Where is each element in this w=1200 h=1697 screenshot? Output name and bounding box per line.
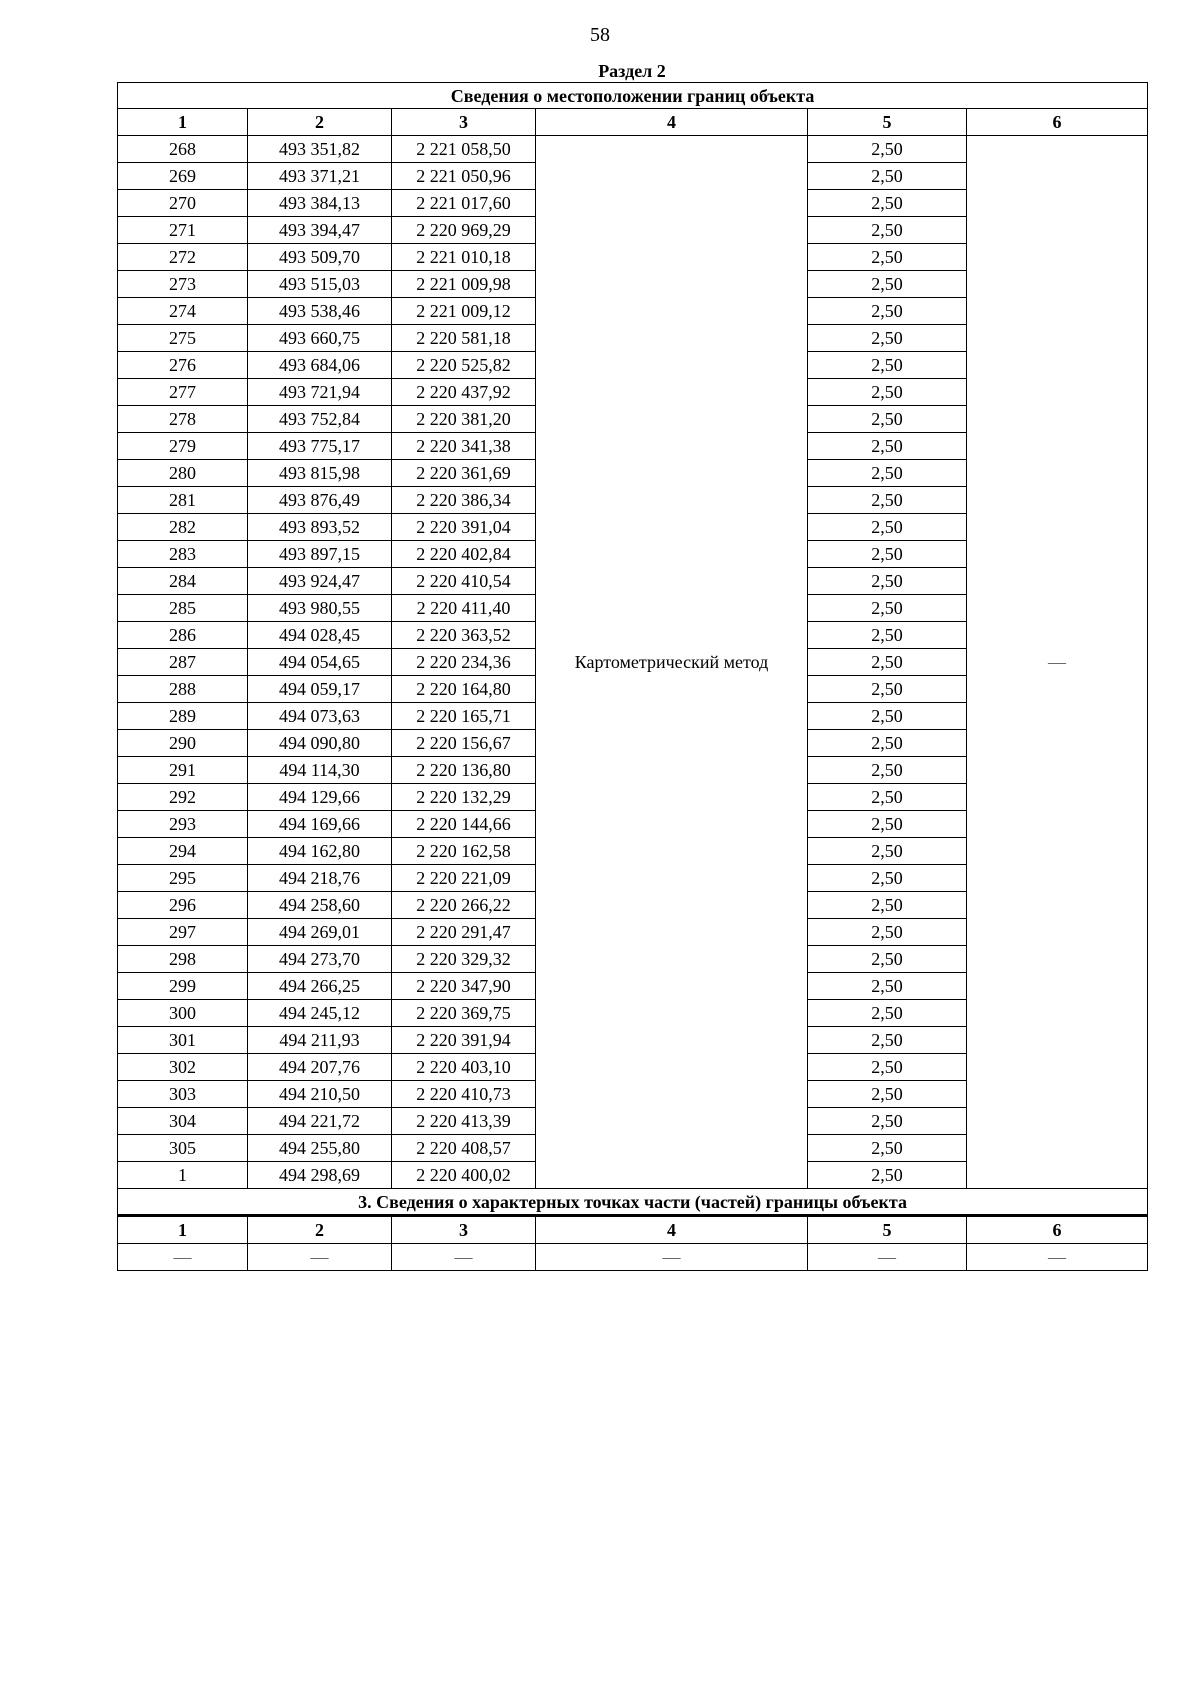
- y-coordinate-cell: 2 220 400,02: [392, 1162, 536, 1189]
- column-header: 1: [118, 109, 248, 136]
- accuracy-cell: 2,50: [808, 1108, 967, 1135]
- y-coordinate-cell: 2 220 402,84: [392, 541, 536, 568]
- y-coordinate-cell: 2 220 291,47: [392, 919, 536, 946]
- accuracy-cell: 2,50: [808, 1081, 967, 1108]
- y-coordinate-cell: 2 220 341,38: [392, 433, 536, 460]
- column-header: 6: [967, 109, 1148, 136]
- accuracy-cell: 2,50: [808, 946, 967, 973]
- y-coordinate-cell: 2 220 391,04: [392, 514, 536, 541]
- y-coordinate-cell: 2 220 969,29: [392, 217, 536, 244]
- point-number-cell: 271: [118, 217, 248, 244]
- section3-column-header: 3: [392, 1216, 536, 1244]
- y-coordinate-cell: 2 221 010,18: [392, 244, 536, 271]
- point-number-cell: 291: [118, 757, 248, 784]
- point-number-cell: 274: [118, 298, 248, 325]
- accuracy-cell: 2,50: [808, 730, 967, 757]
- y-coordinate-cell: 2 220 363,52: [392, 622, 536, 649]
- accuracy-cell: 2,50: [808, 703, 967, 730]
- section3-cell: —: [118, 1244, 248, 1271]
- y-coordinate-cell: 2 220 411,40: [392, 595, 536, 622]
- y-coordinate-cell: 2 220 266,22: [392, 892, 536, 919]
- column-header: 4: [536, 109, 808, 136]
- accuracy-cell: 2,50: [808, 379, 967, 406]
- y-coordinate-cell: 2 220 581,18: [392, 325, 536, 352]
- point-number-cell: 302: [118, 1054, 248, 1081]
- y-coordinate-cell: 2 220 525,82: [392, 352, 536, 379]
- point-number-cell: 294: [118, 838, 248, 865]
- accuracy-cell: 2,50: [808, 784, 967, 811]
- column-header-row: [118, 109, 1148, 136]
- y-coordinate-cell: 2 220 221,09: [392, 865, 536, 892]
- accuracy-cell: 2,50: [808, 1162, 967, 1189]
- accuracy-cell: 2,50: [808, 811, 967, 838]
- point-number-cell: 304: [118, 1108, 248, 1135]
- x-coordinate-cell: 493 876,49: [248, 487, 392, 514]
- x-coordinate-cell: 494 269,01: [248, 919, 392, 946]
- section3-row: [118, 1244, 1148, 1271]
- boundary-table: [117, 82, 1148, 1271]
- accuracy-cell: 2,50: [808, 1054, 967, 1081]
- column-header: 3: [392, 109, 536, 136]
- point-number-cell: 283: [118, 541, 248, 568]
- accuracy-cell: 2,50: [808, 460, 967, 487]
- accuracy-cell: 2,50: [808, 325, 967, 352]
- x-coordinate-cell: 493 384,13: [248, 190, 392, 217]
- x-coordinate-cell: 494 129,66: [248, 784, 392, 811]
- accuracy-cell: 2,50: [808, 973, 967, 1000]
- point-number-cell: 1: [118, 1162, 248, 1189]
- x-coordinate-cell: 493 515,03: [248, 271, 392, 298]
- y-coordinate-cell: 2 220 132,29: [392, 784, 536, 811]
- accuracy-cell: 2,50: [808, 1135, 967, 1162]
- page-number: 58: [590, 24, 610, 46]
- y-coordinate-cell: 2 220 386,34: [392, 487, 536, 514]
- point-number-cell: 280: [118, 460, 248, 487]
- y-coordinate-cell: 2 220 408,57: [392, 1135, 536, 1162]
- y-coordinate-cell: 2 220 234,36: [392, 649, 536, 676]
- point-number-cell: 276: [118, 352, 248, 379]
- column-header: 2: [248, 109, 392, 136]
- accuracy-cell: 2,50: [808, 649, 967, 676]
- x-coordinate-cell: 494 245,12: [248, 1000, 392, 1027]
- point-number-cell: 301: [118, 1027, 248, 1054]
- accuracy-cell: 2,50: [808, 406, 967, 433]
- section3-column-header: 1: [118, 1216, 248, 1244]
- y-coordinate-cell: 2 221 009,98: [392, 271, 536, 298]
- x-coordinate-cell: 494 169,66: [248, 811, 392, 838]
- accuracy-cell: 2,50: [808, 676, 967, 703]
- point-number-cell: 290: [118, 730, 248, 757]
- section3-cell: —: [808, 1244, 967, 1271]
- x-coordinate-cell: 493 752,84: [248, 406, 392, 433]
- section3-cell: —: [392, 1244, 536, 1271]
- x-coordinate-cell: 493 538,46: [248, 298, 392, 325]
- accuracy-cell: 2,50: [808, 622, 967, 649]
- point-number-cell: 295: [118, 865, 248, 892]
- x-coordinate-cell: 493 897,15: [248, 541, 392, 568]
- point-number-cell: 278: [118, 406, 248, 433]
- section-title: Раздел 2: [598, 61, 666, 81]
- y-coordinate-cell: 2 220 162,58: [392, 838, 536, 865]
- x-coordinate-cell: 494 210,50: [248, 1081, 392, 1108]
- x-coordinate-cell: 494 059,17: [248, 676, 392, 703]
- x-coordinate-cell: 494 162,80: [248, 838, 392, 865]
- x-coordinate-cell: 493 924,47: [248, 568, 392, 595]
- section3-column-header: 6: [967, 1216, 1148, 1244]
- y-coordinate-cell: 2 220 347,90: [392, 973, 536, 1000]
- accuracy-cell: 2,50: [808, 514, 967, 541]
- point-number-cell: 284: [118, 568, 248, 595]
- accuracy-cell: 2,50: [808, 217, 967, 244]
- section3-cell: —: [967, 1244, 1148, 1271]
- x-coordinate-cell: 493 351,82: [248, 136, 392, 163]
- accuracy-cell: 2,50: [808, 892, 967, 919]
- x-coordinate-cell: 493 371,21: [248, 163, 392, 190]
- accuracy-cell: 2,50: [808, 1000, 967, 1027]
- accuracy-cell: 2,50: [808, 919, 967, 946]
- section3-cell: —: [536, 1244, 808, 1271]
- x-coordinate-cell: 494 090,80: [248, 730, 392, 757]
- point-number-cell: 296: [118, 892, 248, 919]
- y-coordinate-cell: 2 220 410,73: [392, 1081, 536, 1108]
- y-coordinate-cell: 2 220 369,75: [392, 1000, 536, 1027]
- column-header: 5: [808, 109, 967, 136]
- x-coordinate-cell: 494 258,60: [248, 892, 392, 919]
- x-coordinate-cell: 493 660,75: [248, 325, 392, 352]
- point-number-cell: 282: [118, 514, 248, 541]
- table-caption: Сведения о местоположении границ объекта: [118, 83, 1148, 109]
- y-coordinate-cell: 2 220 437,92: [392, 379, 536, 406]
- x-coordinate-cell: 493 980,55: [248, 595, 392, 622]
- point-number-cell: 272: [118, 244, 248, 271]
- point-number-cell: 297: [118, 919, 248, 946]
- x-coordinate-cell: 494 266,25: [248, 973, 392, 1000]
- accuracy-cell: 2,50: [808, 244, 967, 271]
- point-number-cell: 285: [118, 595, 248, 622]
- section3-title: 3. Сведения о характерных точках части (частей) границы объекта: [118, 1189, 1148, 1216]
- y-coordinate-cell: 2 220 381,20: [392, 406, 536, 433]
- accuracy-cell: 2,50: [808, 298, 967, 325]
- accuracy-cell: 2,50: [808, 163, 967, 190]
- point-number-cell: 303: [118, 1081, 248, 1108]
- y-coordinate-cell: 2 220 410,54: [392, 568, 536, 595]
- accuracy-cell: 2,50: [808, 352, 967, 379]
- y-coordinate-cell: 2 220 164,80: [392, 676, 536, 703]
- accuracy-cell: 2,50: [808, 541, 967, 568]
- y-coordinate-cell: 2 220 413,39: [392, 1108, 536, 1135]
- point-number-cell: 288: [118, 676, 248, 703]
- point-number-cell: 305: [118, 1135, 248, 1162]
- point-number-cell: 292: [118, 784, 248, 811]
- x-coordinate-cell: 494 211,93: [248, 1027, 392, 1054]
- accuracy-cell: 2,50: [808, 271, 967, 298]
- y-coordinate-cell: 2 220 329,32: [392, 946, 536, 973]
- x-coordinate-cell: 493 684,06: [248, 352, 392, 379]
- x-coordinate-cell: 494 298,69: [248, 1162, 392, 1189]
- point-number-cell: 269: [118, 163, 248, 190]
- point-number-cell: 281: [118, 487, 248, 514]
- section3-column-header: 4: [536, 1216, 808, 1244]
- column6-cell: —: [967, 136, 1148, 1189]
- y-coordinate-cell: 2 220 165,71: [392, 703, 536, 730]
- accuracy-cell: 2,50: [808, 838, 967, 865]
- x-coordinate-cell: 493 893,52: [248, 514, 392, 541]
- y-coordinate-cell: 2 220 391,94: [392, 1027, 536, 1054]
- x-coordinate-cell: 494 073,63: [248, 703, 392, 730]
- y-coordinate-cell: 2 221 050,96: [392, 163, 536, 190]
- accuracy-cell: 2,50: [808, 865, 967, 892]
- x-coordinate-cell: 494 207,76: [248, 1054, 392, 1081]
- x-coordinate-cell: 494 114,30: [248, 757, 392, 784]
- accuracy-cell: 2,50: [808, 433, 967, 460]
- point-number-cell: 273: [118, 271, 248, 298]
- point-number-cell: 287: [118, 649, 248, 676]
- point-number-cell: 275: [118, 325, 248, 352]
- x-coordinate-cell: 494 218,76: [248, 865, 392, 892]
- x-coordinate-cell: 493 721,94: [248, 379, 392, 406]
- point-number-cell: 289: [118, 703, 248, 730]
- point-number-cell: 300: [118, 1000, 248, 1027]
- accuracy-cell: 2,50: [808, 568, 967, 595]
- x-coordinate-cell: 494 028,45: [248, 622, 392, 649]
- point-number-cell: 277: [118, 379, 248, 406]
- section3-column-header: 5: [808, 1216, 967, 1244]
- table-row: [118, 136, 1148, 163]
- section3-cell: —: [248, 1244, 392, 1271]
- y-coordinate-cell: 2 221 058,50: [392, 136, 536, 163]
- y-coordinate-cell: 2 220 361,69: [392, 460, 536, 487]
- point-number-cell: 286: [118, 622, 248, 649]
- x-coordinate-cell: 494 054,65: [248, 649, 392, 676]
- method-cell: Картометрический метод: [536, 136, 808, 1189]
- y-coordinate-cell: 2 221 017,60: [392, 190, 536, 217]
- y-coordinate-cell: 2 220 156,67: [392, 730, 536, 757]
- section3-header-row: [118, 1216, 1148, 1244]
- accuracy-cell: 2,50: [808, 595, 967, 622]
- point-number-cell: 270: [118, 190, 248, 217]
- x-coordinate-cell: 494 255,80: [248, 1135, 392, 1162]
- x-coordinate-cell: 493 815,98: [248, 460, 392, 487]
- section3-column-header: 2: [248, 1216, 392, 1244]
- y-coordinate-cell: 2 220 144,66: [392, 811, 536, 838]
- x-coordinate-cell: 493 509,70: [248, 244, 392, 271]
- x-coordinate-cell: 494 221,72: [248, 1108, 392, 1135]
- y-coordinate-cell: 2 220 136,80: [392, 757, 536, 784]
- accuracy-cell: 2,50: [808, 487, 967, 514]
- point-number-cell: 268: [118, 136, 248, 163]
- x-coordinate-cell: 493 394,47: [248, 217, 392, 244]
- x-coordinate-cell: 493 775,17: [248, 433, 392, 460]
- accuracy-cell: 2,50: [808, 136, 967, 163]
- y-coordinate-cell: 2 220 403,10: [392, 1054, 536, 1081]
- accuracy-cell: 2,50: [808, 757, 967, 784]
- point-number-cell: 279: [118, 433, 248, 460]
- accuracy-cell: 2,50: [808, 1027, 967, 1054]
- point-number-cell: 298: [118, 946, 248, 973]
- y-coordinate-cell: 2 221 009,12: [392, 298, 536, 325]
- point-number-cell: 299: [118, 973, 248, 1000]
- accuracy-cell: 2,50: [808, 190, 967, 217]
- point-number-cell: 293: [118, 811, 248, 838]
- x-coordinate-cell: 494 273,70: [248, 946, 392, 973]
